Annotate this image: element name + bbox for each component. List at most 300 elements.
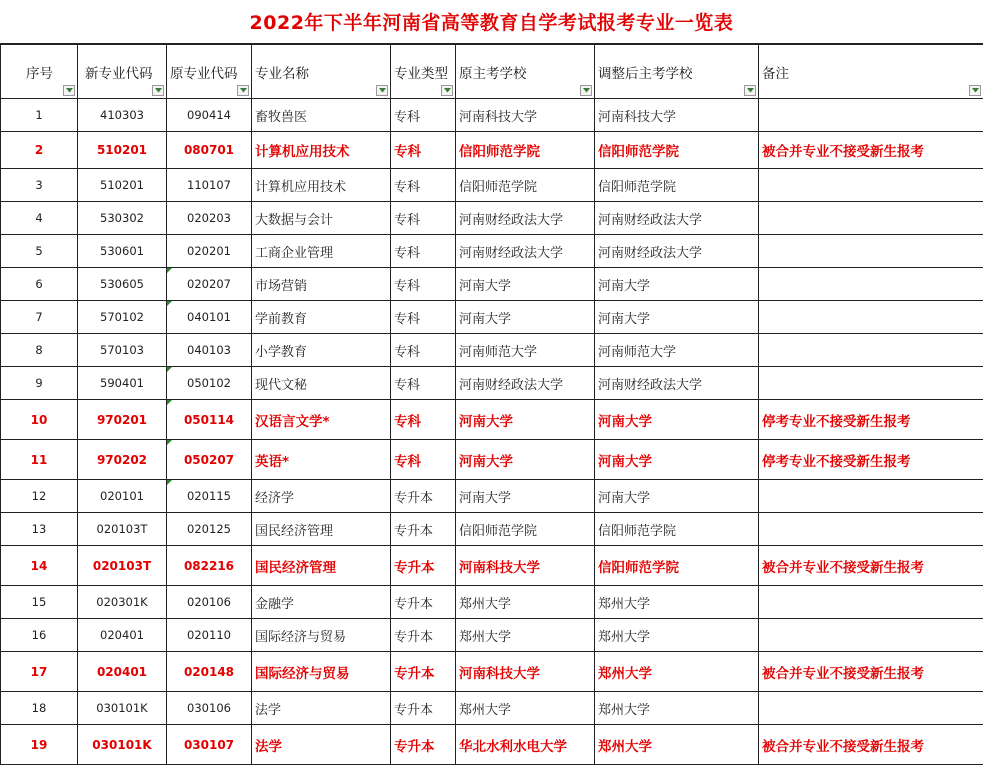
cell-text: 郑州大学 (598, 738, 652, 755)
cell-adj[interactable] (595, 652, 759, 692)
cell-note[interactable] (759, 169, 983, 202)
cell-text: 大数据与会计 (255, 212, 334, 228)
cell-adj[interactable] (595, 202, 759, 235)
cell-text: 530601 (100, 244, 144, 258)
cell-new[interactable] (78, 480, 167, 513)
table-row (1, 268, 983, 301)
cell-text: 专科 (394, 212, 421, 228)
cell-text: 河南科技大学 (598, 109, 677, 125)
cell-no[interactable] (1, 513, 78, 546)
cell-text: 金融学 (255, 596, 295, 612)
cell-text: 020401 (96, 664, 148, 679)
cell-new[interactable] (78, 546, 167, 586)
cell-text: 080701 (183, 143, 235, 157)
cell-old[interactable] (167, 480, 252, 513)
cell-text: 专升本 (394, 738, 435, 755)
cell-note[interactable] (759, 334, 983, 367)
cell-text: 学前教育 (255, 311, 308, 327)
cell-text: 现代文秘 (255, 377, 308, 393)
table-row (1, 652, 983, 692)
cell-new[interactable] (78, 334, 167, 367)
cell-adj[interactable] (595, 235, 759, 268)
cell-no[interactable] (1, 132, 78, 169)
header-cell (167, 45, 252, 99)
cell-text: 050114 (183, 412, 235, 427)
cell-text: 570103 (100, 343, 144, 357)
cell-new[interactable] (78, 652, 167, 692)
cell-old[interactable] (167, 692, 252, 725)
cell-name[interactable] (252, 546, 391, 586)
cell-text: 专升本 (394, 596, 434, 612)
cell-orig[interactable] (456, 652, 595, 692)
cell-text: 12 (31, 489, 47, 503)
table-row (1, 440, 983, 480)
cell-note[interactable] (759, 692, 983, 725)
cell-old[interactable] (167, 619, 252, 652)
cell-text: 信阳师范学院 (598, 179, 677, 195)
cell-new[interactable] (78, 619, 167, 652)
cell-new[interactable] (78, 169, 167, 202)
table-row (1, 400, 983, 440)
cell-new[interactable] (78, 513, 167, 546)
cell-text: 3 (35, 178, 43, 192)
header-cell (252, 45, 391, 99)
cell-text: 河南大学 (598, 413, 652, 430)
cell-note[interactable] (759, 400, 983, 440)
cell-text: 专科 (394, 278, 421, 294)
cell-note[interactable] (759, 99, 983, 132)
cell-text: 停考专业不接受新生报考 (762, 413, 911, 430)
cell-text: 5 (35, 244, 43, 258)
cell-name[interactable] (252, 268, 391, 301)
cell-no[interactable] (1, 440, 78, 480)
cell-old[interactable] (167, 652, 252, 692)
cell-text: 河南财经政法大学 (598, 245, 703, 261)
cell-adj[interactable] (595, 586, 759, 619)
cell-name[interactable] (252, 301, 391, 334)
cell-text: 1 (35, 108, 43, 122)
cell-old[interactable] (167, 334, 252, 367)
cell-orig[interactable] (456, 268, 595, 301)
table-row (1, 480, 983, 513)
cell-adj[interactable] (595, 367, 759, 400)
cell-old[interactable] (167, 725, 252, 765)
cell-old[interactable] (167, 202, 252, 235)
cell-text: 专升本 (394, 559, 435, 576)
cell-text: 信阳师范学院 (598, 144, 679, 160)
cell-text: 国民经济管理 (255, 523, 334, 539)
cell-no[interactable] (1, 546, 78, 586)
cell-text: 专科 (394, 109, 421, 125)
cell-type[interactable] (391, 725, 456, 765)
cell-note[interactable] (759, 301, 983, 334)
cell-adj[interactable] (595, 301, 759, 334)
cell-text: 河南财经政法大学 (598, 377, 703, 393)
cell-type[interactable] (391, 169, 456, 202)
cell-text: 7 (35, 310, 43, 324)
cell-text: 020301K (96, 595, 148, 609)
cell-text: 河南科技大学 (459, 665, 540, 682)
cell-adj[interactable] (595, 619, 759, 652)
cell-text: 16 (31, 628, 47, 642)
cell-type[interactable] (391, 367, 456, 400)
table-body (1, 99, 983, 765)
cell-note[interactable] (759, 546, 983, 586)
cell-note[interactable] (759, 132, 983, 169)
cell-text: 信阳师范学院 (598, 523, 677, 539)
cell-type[interactable] (391, 513, 456, 546)
header-label: 专业类型 (394, 65, 448, 82)
cell-text: 河南科技大学 (459, 109, 538, 125)
cell-no[interactable] (1, 619, 78, 652)
cell-text: 河南师范大学 (459, 344, 538, 360)
cell-old[interactable] (167, 440, 252, 480)
cell-text: 河南财经政法大学 (459, 245, 564, 261)
cell-text: 040103 (187, 343, 231, 357)
cell-orig[interactable] (456, 480, 595, 513)
header-label: 备注 (762, 65, 789, 82)
cell-new[interactable] (78, 301, 167, 334)
cell-name[interactable] (252, 334, 391, 367)
cell-adj[interactable] (595, 692, 759, 725)
cell-text: 国际经济与贸易 (255, 665, 350, 682)
cell-note[interactable] (759, 268, 983, 301)
cell-name[interactable] (252, 440, 391, 480)
header-label: 原主考学校 (459, 65, 527, 82)
cell-orig[interactable] (456, 546, 595, 586)
table-row (1, 202, 983, 235)
cell-adj[interactable] (595, 513, 759, 546)
cell-orig[interactable] (456, 513, 595, 546)
cell-no[interactable] (1, 235, 78, 268)
cell-name[interactable] (252, 619, 391, 652)
cell-text: 河南大学 (459, 490, 512, 506)
cell-new[interactable] (78, 692, 167, 725)
header-cell (391, 45, 456, 99)
cell-note[interactable] (759, 619, 983, 652)
cell-name[interactable] (252, 132, 391, 169)
cell-adj[interactable] (595, 480, 759, 513)
cell-text: 8 (35, 343, 43, 357)
cell-no[interactable] (1, 586, 78, 619)
cell-text: 河南财经政法大学 (459, 377, 564, 393)
cell-adj[interactable] (595, 440, 759, 480)
cell-text: 9 (35, 376, 43, 390)
cell-adj[interactable] (595, 546, 759, 586)
cell-name[interactable] (252, 652, 391, 692)
dropdown-filter-icon[interactable] (969, 85, 981, 96)
dropdown-filter-icon[interactable] (63, 85, 75, 96)
green-triangle-marker-icon (167, 440, 172, 445)
cell-type[interactable] (391, 202, 456, 235)
cell-text: 020148 (183, 664, 235, 679)
cell-name[interactable] (252, 586, 391, 619)
cell-adj[interactable] (595, 725, 759, 765)
cell-text: 小学教育 (255, 344, 308, 360)
cell-note[interactable] (759, 202, 983, 235)
cell-no[interactable] (1, 268, 78, 301)
cell-text: 工商企业管理 (255, 245, 334, 261)
cell-text: 17 (30, 664, 48, 679)
cell-new[interactable] (78, 725, 167, 765)
cell-text: 河南大学 (459, 413, 513, 430)
dropdown-filter-icon[interactable] (441, 85, 453, 96)
table-row (1, 546, 983, 586)
cell-type[interactable] (391, 235, 456, 268)
cell-text: 畜牧兽医 (255, 109, 308, 125)
cell-old[interactable] (167, 99, 252, 132)
green-triangle-marker-icon (167, 268, 172, 273)
cell-text: 040101 (187, 310, 231, 324)
cell-old[interactable] (167, 546, 252, 586)
cell-type[interactable] (391, 440, 456, 480)
cell-text: 14 (30, 558, 48, 573)
header-row (1, 45, 983, 99)
cell-old[interactable] (167, 400, 252, 440)
table-row (1, 132, 983, 169)
cell-text: 专科 (394, 344, 421, 360)
cell-no[interactable] (1, 692, 78, 725)
cell-no[interactable] (1, 202, 78, 235)
cell-name[interactable] (252, 169, 391, 202)
cell-text: 020101 (100, 489, 144, 503)
cell-text: 020115 (187, 489, 231, 503)
dropdown-filter-icon[interactable] (744, 85, 756, 96)
cell-text: 专升本 (394, 665, 435, 682)
cell-text: 090414 (187, 108, 231, 122)
cell-orig[interactable] (456, 400, 595, 440)
cell-name[interactable] (252, 99, 391, 132)
header-cell (78, 45, 167, 99)
cell-no[interactable] (1, 301, 78, 334)
cell-text: 020125 (187, 522, 231, 536)
cell-no[interactable] (1, 725, 78, 765)
cell-name[interactable] (252, 202, 391, 235)
cell-text: 停考专业不接受新生报考 (762, 453, 911, 470)
cell-name[interactable] (252, 367, 391, 400)
cell-no[interactable] (1, 367, 78, 400)
cell-orig[interactable] (456, 235, 595, 268)
cell-text: 法学 (255, 738, 282, 755)
cell-text: 河南大学 (598, 453, 652, 470)
cell-text: 570102 (100, 310, 144, 324)
cell-new[interactable] (78, 440, 167, 480)
cell-text: 专升本 (394, 629, 434, 645)
cell-orig[interactable] (456, 367, 595, 400)
cell-name[interactable] (252, 480, 391, 513)
cell-text: 590401 (100, 376, 144, 390)
cell-text: 020401 (100, 628, 144, 642)
cell-adj[interactable] (595, 132, 759, 169)
cell-text: 信阳师范学院 (598, 559, 679, 576)
cell-text: 15 (31, 595, 47, 609)
cell-orig[interactable] (456, 99, 595, 132)
cell-type[interactable] (391, 652, 456, 692)
cell-type[interactable] (391, 132, 456, 169)
header-cell (595, 45, 759, 99)
header-cell (456, 45, 595, 99)
cell-text: 020110 (187, 628, 231, 642)
cell-no[interactable] (1, 652, 78, 692)
cell-name[interactable] (252, 400, 391, 440)
dropdown-filter-icon[interactable] (376, 85, 388, 96)
cell-text: 专科 (394, 377, 421, 393)
cell-old[interactable] (167, 132, 252, 169)
cell-note[interactable] (759, 235, 983, 268)
cell-adj[interactable] (595, 400, 759, 440)
cell-no[interactable] (1, 334, 78, 367)
cell-text: 河南大学 (598, 490, 651, 506)
table-row (1, 99, 983, 132)
cell-no[interactable] (1, 99, 78, 132)
cell-note[interactable] (759, 513, 983, 546)
cell-old[interactable] (167, 367, 252, 400)
cell-note[interactable] (759, 440, 983, 480)
header-label: 专业名称 (255, 65, 309, 82)
cell-orig[interactable] (456, 169, 595, 202)
cell-text: 河南财经政法大学 (459, 212, 564, 228)
cell-text: 专科 (394, 413, 421, 430)
cell-type[interactable] (391, 301, 456, 334)
header-label: 新专业代码 (85, 65, 153, 82)
cell-no[interactable] (1, 169, 78, 202)
cell-text: 专科 (394, 311, 421, 327)
cell-new[interactable] (78, 268, 167, 301)
cell-orig[interactable] (456, 202, 595, 235)
cell-name[interactable] (252, 692, 391, 725)
cell-text: 050207 (183, 452, 235, 467)
cell-type[interactable] (391, 619, 456, 652)
cell-text: 郑州大学 (598, 702, 651, 718)
cell-type[interactable] (391, 586, 456, 619)
dropdown-filter-icon[interactable] (237, 85, 249, 96)
cell-orig[interactable] (456, 132, 595, 169)
cell-text: 专科 (394, 179, 421, 195)
cell-text: 河南大学 (459, 278, 512, 294)
cell-old[interactable] (167, 586, 252, 619)
cell-new[interactable] (78, 202, 167, 235)
cell-text: 英语* (255, 453, 290, 470)
cell-text: 110107 (187, 178, 231, 192)
cell-adj[interactable] (595, 99, 759, 132)
cell-orig[interactable] (456, 725, 595, 765)
cell-note[interactable] (759, 586, 983, 619)
dropdown-filter-icon[interactable] (152, 85, 164, 96)
cell-text: 19 (30, 737, 48, 752)
cell-text: 经济学 (255, 490, 295, 506)
cell-orig[interactable] (456, 334, 595, 367)
cell-text: 信阳师范学院 (459, 523, 538, 539)
cell-note[interactable] (759, 652, 983, 692)
cell-new[interactable] (78, 586, 167, 619)
cell-text: 11 (30, 452, 48, 467)
cell-text: 18 (31, 701, 47, 715)
cell-adj[interactable] (595, 268, 759, 301)
cell-text: 030101K (96, 701, 148, 715)
cell-text: 汉语言文学* (255, 413, 330, 430)
cell-text: 专科 (394, 245, 421, 261)
green-triangle-marker-icon (167, 367, 172, 372)
cell-old[interactable] (167, 301, 252, 334)
table-row (1, 334, 983, 367)
cell-name[interactable] (252, 513, 391, 546)
cell-no[interactable] (1, 480, 78, 513)
cell-text: 020207 (187, 277, 231, 291)
cell-orig[interactable] (456, 440, 595, 480)
cell-type[interactable] (391, 268, 456, 301)
cell-new[interactable] (78, 400, 167, 440)
cell-text: 郑州大学 (459, 596, 512, 612)
cell-orig[interactable] (456, 692, 595, 725)
cell-new[interactable] (78, 132, 167, 169)
cell-adj[interactable] (595, 334, 759, 367)
cell-new[interactable] (78, 235, 167, 268)
cell-text: 信阳师范学院 (459, 144, 540, 160)
cell-text: 市场营销 (255, 278, 308, 294)
cell-note[interactable] (759, 725, 983, 765)
table-row (1, 169, 983, 202)
dropdown-filter-icon[interactable] (580, 85, 592, 96)
cell-text: 030101K (92, 737, 152, 752)
cell-text: 2 (34, 143, 44, 157)
cell-no[interactable] (1, 400, 78, 440)
majors-table (0, 44, 983, 765)
cell-text: 河南大学 (459, 453, 513, 470)
table-row (1, 301, 983, 334)
cell-text: 被合并专业不接受新生报考 (762, 559, 924, 576)
cell-text: 被合并专业不接受新生报考 (762, 738, 924, 755)
cell-text: 970202 (96, 452, 148, 467)
cell-text: 020106 (187, 595, 231, 609)
cell-orig[interactable] (456, 301, 595, 334)
cell-text: 被合并专业不接受新生报考 (762, 144, 924, 160)
cell-text: 4 (35, 211, 43, 225)
header-label: 原专业代码 (170, 65, 238, 82)
cell-type[interactable] (391, 546, 456, 586)
cell-text: 郑州大学 (598, 665, 652, 682)
table-row (1, 586, 983, 619)
cell-type[interactable] (391, 692, 456, 725)
cell-old[interactable] (167, 235, 252, 268)
cell-text: 郑州大学 (459, 702, 512, 718)
cell-old[interactable] (167, 268, 252, 301)
cell-type[interactable] (391, 334, 456, 367)
table-row (1, 692, 983, 725)
cell-note[interactable] (759, 480, 983, 513)
header-label: 调整后主考学校 (598, 65, 693, 82)
cell-orig[interactable] (456, 586, 595, 619)
table-row (1, 367, 983, 400)
cell-text: 信阳师范学院 (459, 179, 538, 195)
cell-type[interactable] (391, 400, 456, 440)
cell-old[interactable] (167, 513, 252, 546)
cell-type[interactable] (391, 480, 456, 513)
cell-text: 510201 (100, 178, 144, 192)
cell-name[interactable] (252, 725, 391, 765)
cell-new[interactable] (78, 367, 167, 400)
cell-name[interactable] (252, 235, 391, 268)
cell-text: 082216 (183, 558, 235, 573)
cell-orig[interactable] (456, 619, 595, 652)
cell-adj[interactable] (595, 169, 759, 202)
cell-text: 郑州大学 (598, 629, 651, 645)
cell-text: 国际经济与贸易 (255, 629, 347, 645)
cell-note[interactable] (759, 367, 983, 400)
cell-type[interactable] (391, 99, 456, 132)
cell-text: 河南师范大学 (598, 344, 677, 360)
cell-old[interactable] (167, 169, 252, 202)
cell-new[interactable] (78, 99, 167, 132)
